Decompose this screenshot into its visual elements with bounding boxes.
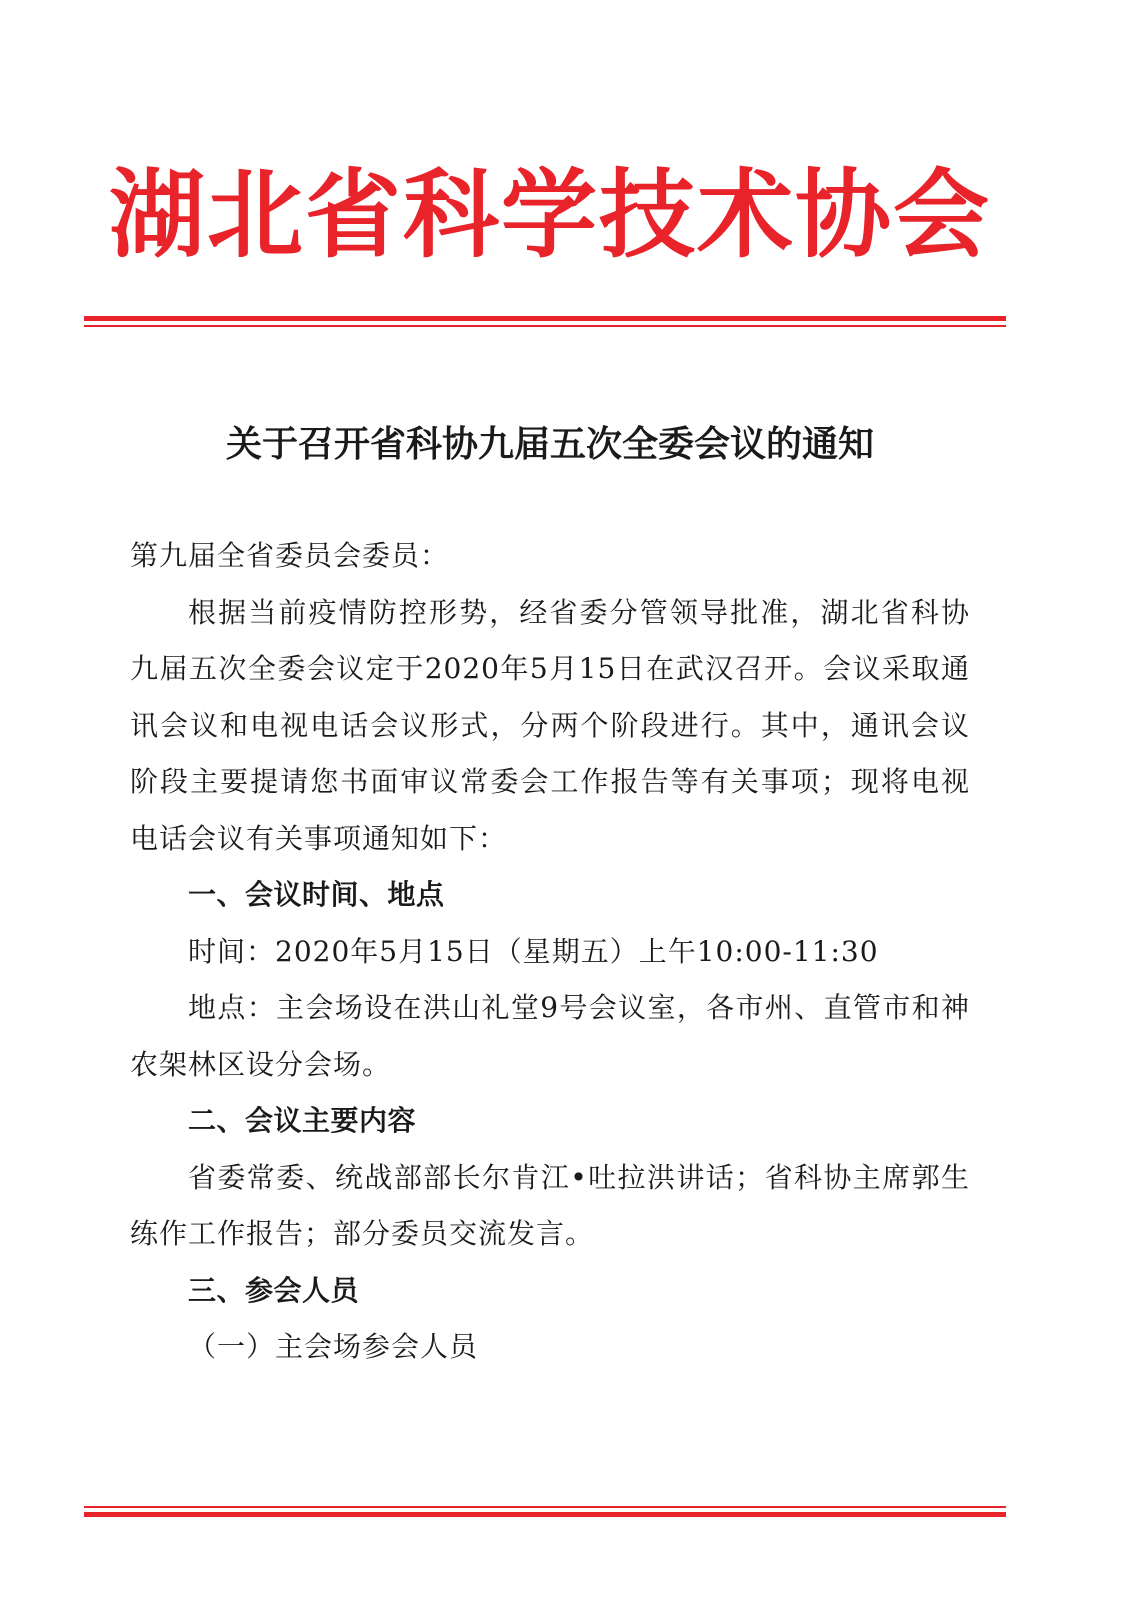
document-title: 关于召开省科协九届五次全委会议的通知 — [225, 424, 874, 465]
meeting-time: 时间：2020年5月15日（星期五）上午10:00-11:30 — [188, 934, 879, 968]
masthead-title: 湖北省科学技术协会 — [109, 159, 991, 271]
section-1-heading: 一、会议时间、地点 — [188, 878, 445, 911]
intro-paragraph: 根据当前疫情防控形势，经省委分管领导批准，湖北省科协九届五次全委会议定于2020年5月15日在武汉召开。会议采取通讯会议和电视电话会议形式，分两个阶段进行。其中，通讯会议阶段主要提请您书面审议常委会工作报告等有关事项；现将电视电话会议有关事项通知如下： — [130, 595, 970, 855]
masthead-red-rule — [84, 316, 1006, 327]
footer-red-rule — [84, 1506, 1006, 1517]
section-2-heading: 二、会议主要内容 — [188, 1104, 417, 1137]
section-3-heading: 三、参会人员 — [188, 1273, 360, 1307]
subsection-1-heading: （一）主会场参会人员 — [188, 1330, 479, 1363]
meeting-location: 地点：主会场设在洪山礼堂9号会议室，各市州、直管市和神农架林区设分会场。 — [130, 991, 970, 1081]
salutation: 第九届全省委员会委员： — [130, 539, 450, 572]
meeting-content: 省委常委、统战部部长尔肯江•吐拉洪讲话；省科协主席郭生练作工作报告；部分委员交流发言。 — [130, 1160, 970, 1250]
document-body — [130, 528, 970, 1376]
